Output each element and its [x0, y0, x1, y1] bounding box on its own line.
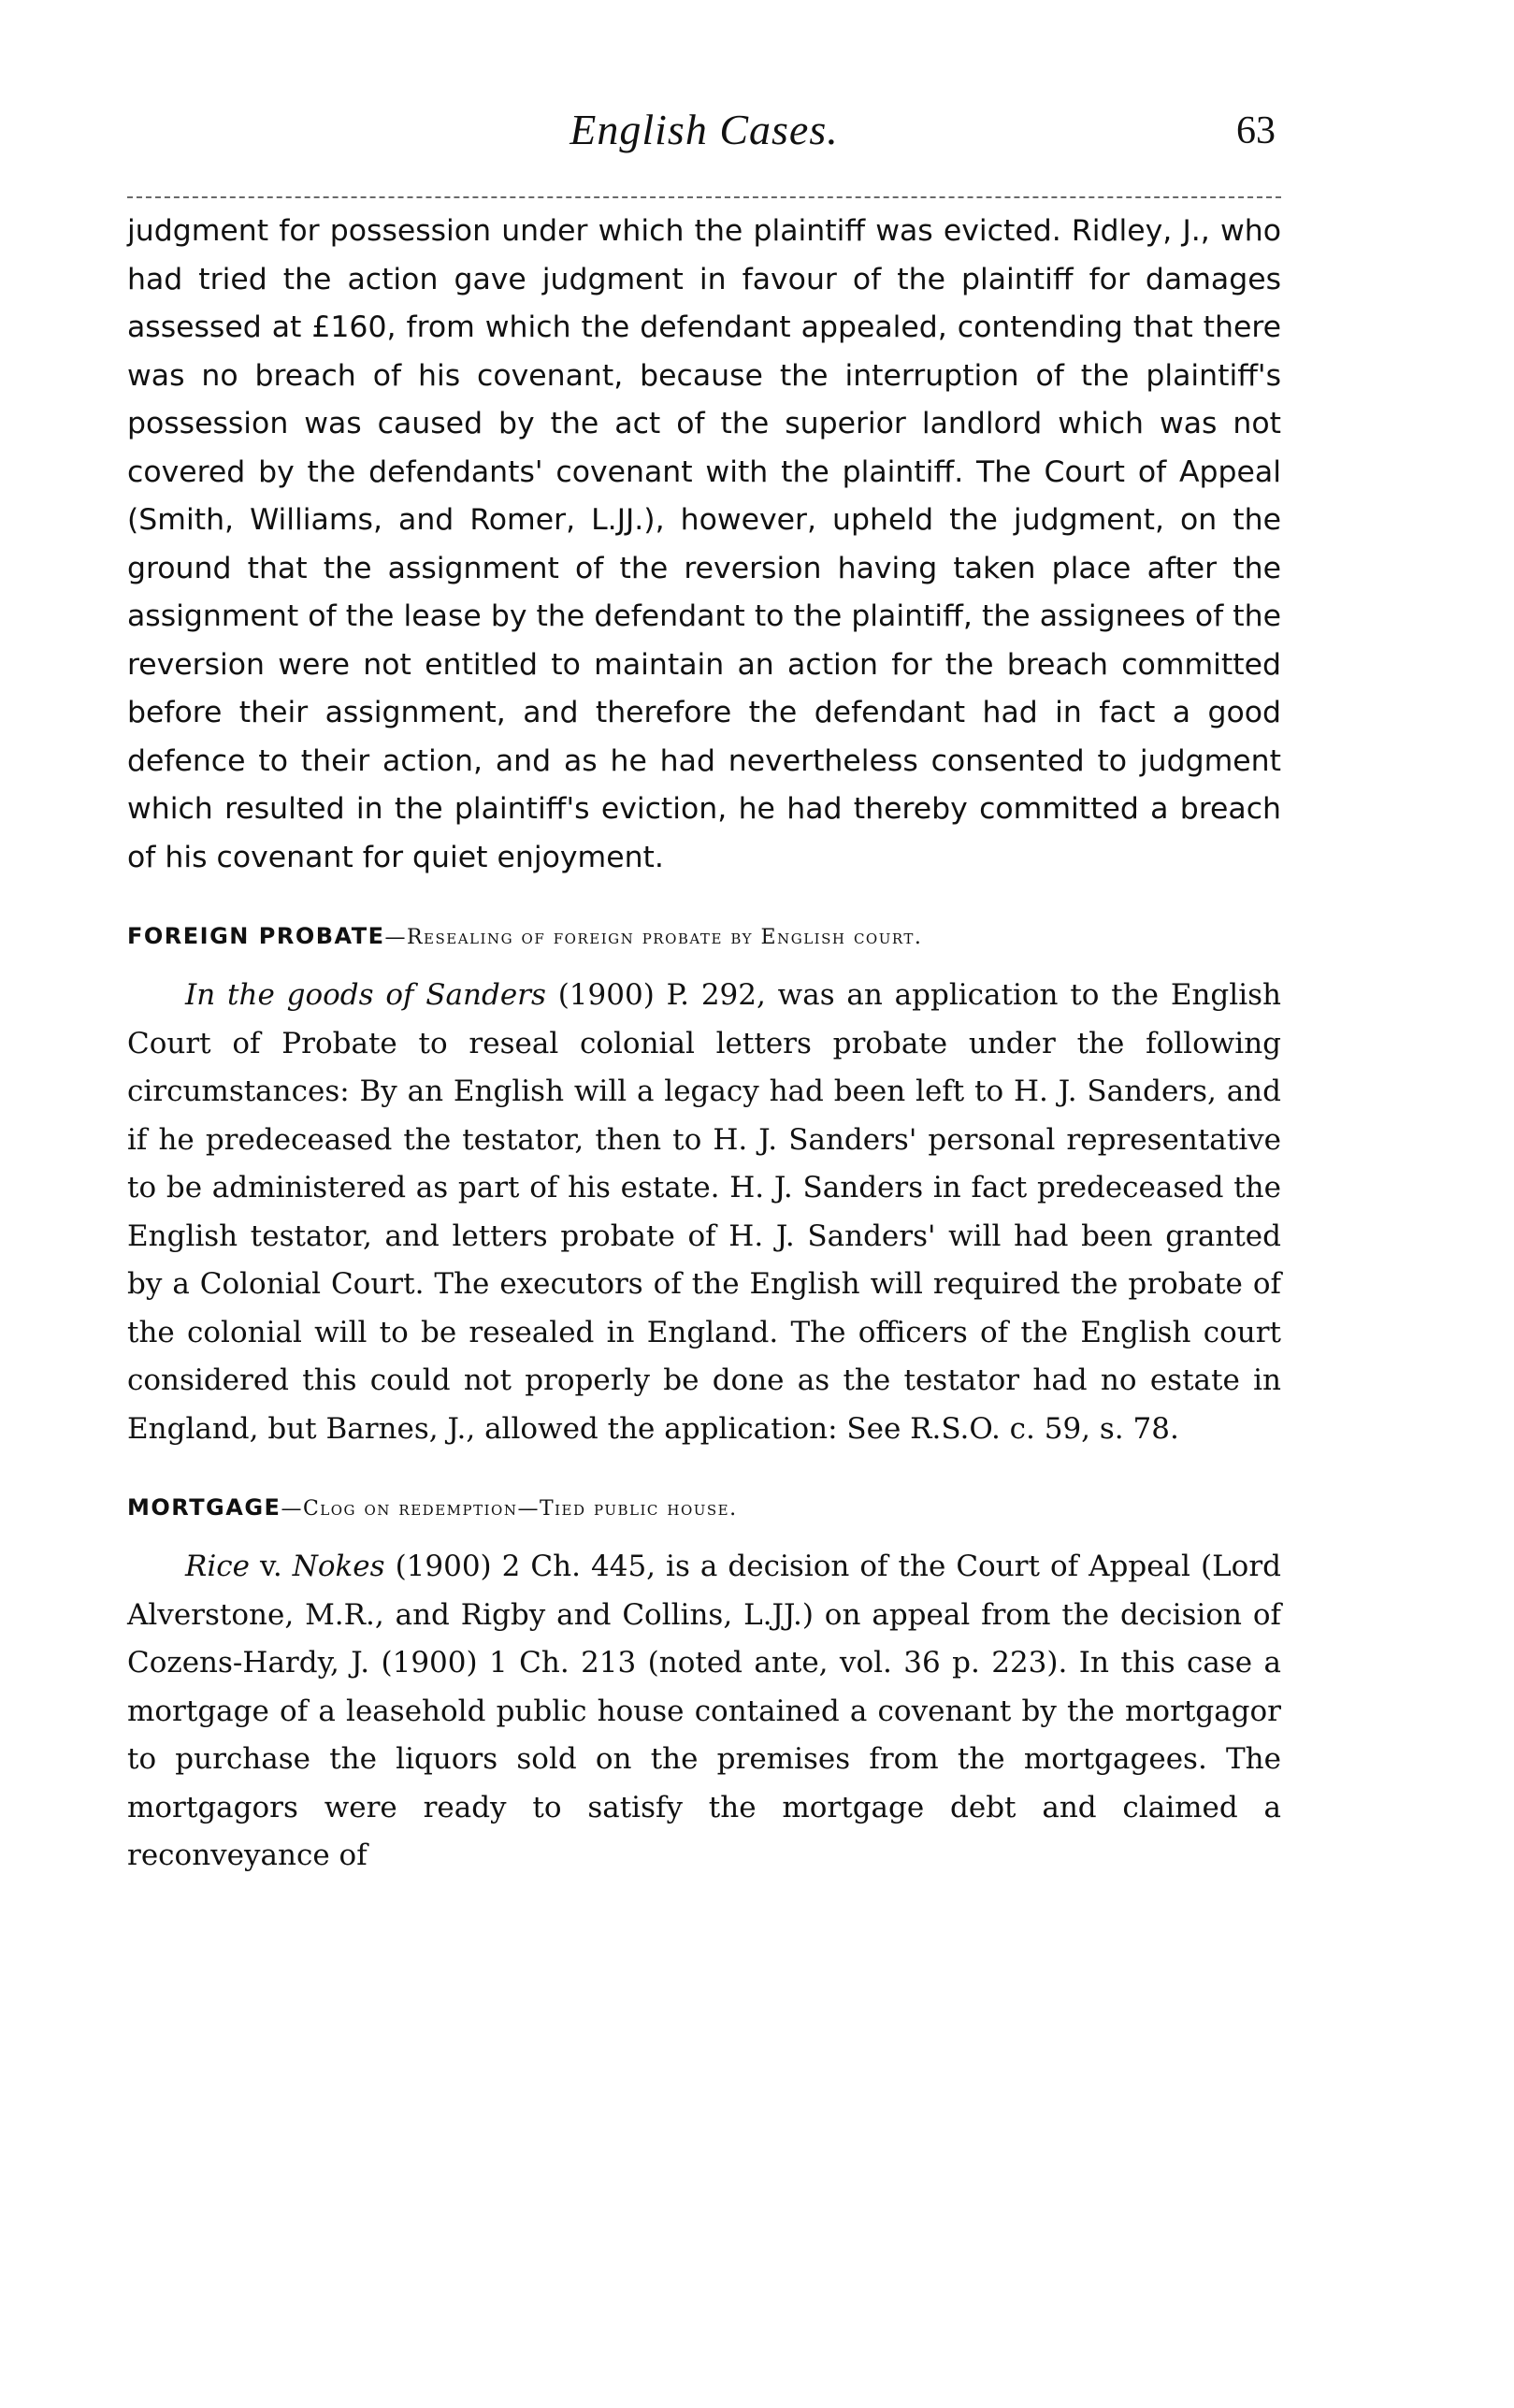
section-heading-label: MORTGAGE — [127, 1494, 281, 1521]
header-rule — [127, 196, 1281, 198]
paragraph-body: (1900) 2 Ch. 445, is a decision of the Court of Appeal (Lord Alverstone, M.R., and Rigby and Collins, L.JJ.) on appeal from the decision of Cozens-Hardy, J. (1900) 1 Ch. 213 (noted ante, vol. 36 p. 223). In this case a mortgage of a leasehold public house contained a covenant by the mortgagor to purchase the liquors sold on the premises from the mortgagees. The mortgagors were ready to satisfy the mortgage debt and claimed a reconveyance of — [127, 1550, 1281, 1872]
section-heading-label: FOREIGN PROBATE — [127, 923, 385, 949]
paragraph-rice-v-nokes — [127, 1543, 1281, 1881]
section-heading-mortgage — [127, 1494, 1281, 1521]
paragraph-body: (1900) P. 292, was an application to the English Court of Probate to reseal colonial letters probate under the following circumstances: By an English will a legacy had been left to H. J. Sanders, and if he predeceased the testator, then to H. J. Sanders' personal representative to be administered as part of his estate. H. J. Sanders in fact predeceased the English testator, and letters probate of H. J. Sanders' will had been granted by a Colonial Court. The executors of the English will required the probate of the colonial will to be resealed in England. The officers of the English court considered this could not properly be done as the testator had no estate in England, but Barnes, J., allowed the application: See R.S.O. c. 59, s. 78. — [127, 978, 1281, 1446]
section-subheading: —Resealing of foreign probate by English court. — [384, 926, 923, 949]
case-citation: In the goods of Sanders — [185, 978, 546, 1012]
running-head — [127, 103, 1281, 170]
case-party-2: Nokes — [292, 1550, 385, 1583]
section-subheading: —Clog on redemption—Tied public house. — [281, 1497, 738, 1521]
paragraph-continuation: judgment for possession under which the plaintiff was evicted. Ridley, J., who had tried the action gave judgment in favour of the plaintiff for damages assessed at £160, from which the defendant appealed, contending that there was no breach of his covenant, because the interruption of the plaintiff's possession was caused by the act of the superior landlord which was not covered by the defendants' covenant with the plaintiff. The Court of Appeal (Smith, Williams, and Romer, L.JJ.), however, upheld the judgment, on the ground that the assignment of the reversion having taken place after the assignment of the lease by the defendant to the plaintiff, the assignees of the reversion were not entitled to maintain an action for the breach committed before their assignment, and therefore the defendant had in fact a good defence to their action, and as he had nevertheless consented to judgment which resulted in the plaintiff's eviction, he had thereby committed a breach of his covenant for quiet enjoyment. — [127, 214, 1281, 874]
running-title: English Cases. — [570, 106, 839, 153]
case-party-1: Rice — [185, 1550, 250, 1583]
case-v: v. — [249, 1550, 293, 1583]
paragraph-sanders — [127, 972, 1281, 1453]
page-number: 63 — [1236, 109, 1276, 152]
section-heading-foreign-probate — [127, 923, 1281, 949]
book-page — [127, 103, 1281, 1881]
